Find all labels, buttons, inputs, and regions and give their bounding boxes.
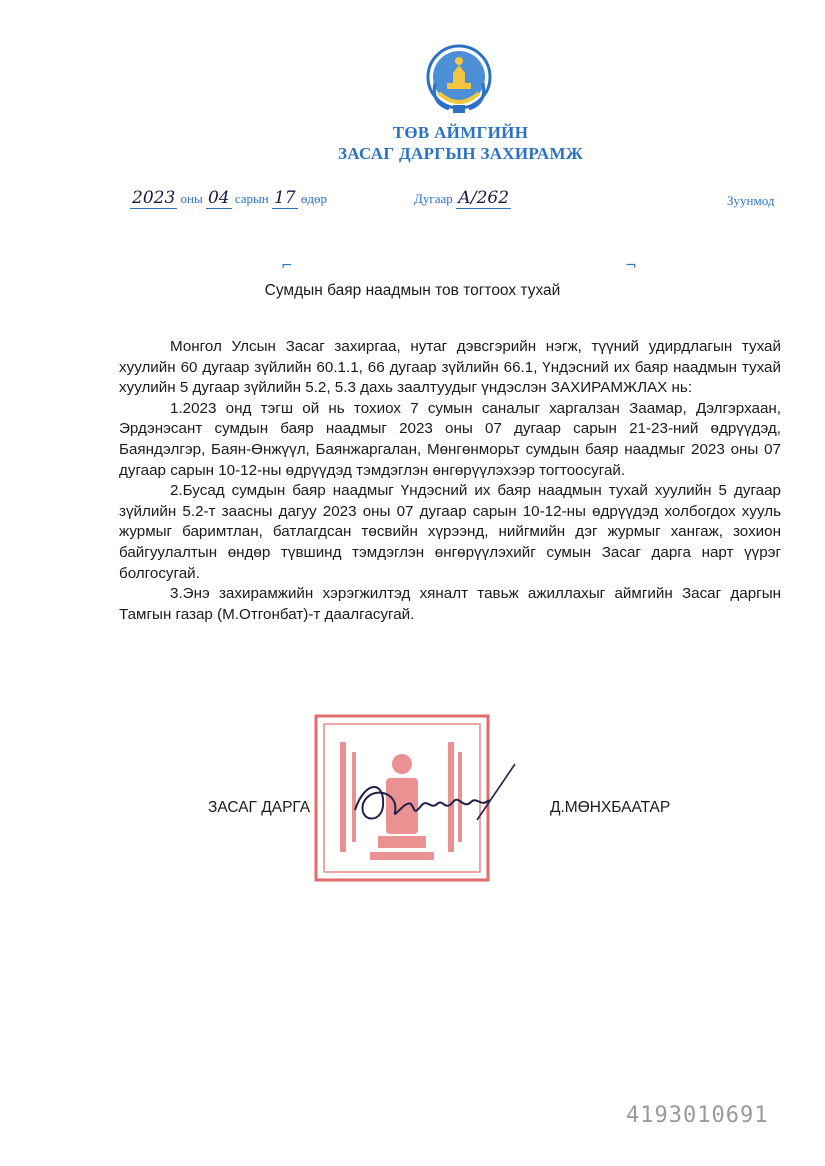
subject-bracket-right: ¬	[625, 258, 637, 274]
body-intro-paragraph: Монгол Улсын Засаг захиргаа, нутаг дэвсгэрийн нэгж, түүний удирдлагын тухай хуулийн 60 дугаар зүйлийн 60.1.1, 66 дугаар зүйлийн 66.1, Үндэсний их баяр наадмын тухай хуулийн 5 дугаар зүйлийн 5.2, 5.3 дахь заалтуудыг үндэслэн ЗАХИРАМЖЛАХ нь:	[119, 338, 781, 397]
date-field	[130, 188, 327, 208]
subject-bracket-left: ⌐	[281, 258, 293, 274]
date-year: 2023	[132, 188, 176, 208]
signer-title: ЗАСАГ ДАРГА	[208, 799, 311, 816]
document-number-field	[414, 188, 511, 208]
date-year-suffix: оны	[180, 191, 203, 206]
org-name-line-1: ТӨВ АЙМГИЙН	[392, 123, 529, 142]
document-serial-number: 4193010691	[626, 1103, 769, 1128]
date-day-suffix: өдөр	[300, 191, 328, 206]
number-label: Дугаар	[414, 191, 453, 206]
date-month-suffix: сарын	[234, 191, 269, 206]
place-name: Зуунмод	[727, 193, 775, 208]
document-type-title: ЗАСАГ ДАРГЫН ЗАХИРАМЖ	[338, 144, 583, 163]
number-value: А/262	[458, 188, 510, 208]
signer-name: Д.МӨНХБААТАР	[550, 799, 671, 816]
handwritten-signature	[345, 760, 525, 840]
body-item-1: 1.2023 онд тэгш ой нь тохиох 7 сумын саналыг харгалзан Заамар, Дэлгэрхаан, Эрдэнэсант сумдын баяр наадмыг 2023 оны 07 дугаар сарын 21-23-ний өдрүүдэд, Баяндэлгэр, Баян-Өнжүүл, Баянжаргалан, Мөнгөнморьт сумдын баяр наадмыг 2023 оны 07 дугаар сарын 10-12-ны өдрүүдэд тэмдэглэн өнгөрүүлэхээр тогтоосугай.	[119, 399, 781, 479]
state-emblem-icon	[425, 43, 493, 115]
date-day: 17	[274, 188, 296, 208]
date-month: 04	[207, 188, 230, 208]
body-item-2: 2.Бусад сумдын баяр наадмыг Үндэсний их баяр наадмын тухай хуулийн 5 дугаар зүйлийн 5.2-т заасны дагуу 2023 оны 07 дугаар сарын 10-12-ны өдрүүдэд холбогдох хууль журмыг баримтлан, батлагдсан төсвийн хүрээнд, нийгмийн дэг журмыг хангаж, зохион байгуулалтын өндөр түвшинд тэмдэглэн өнгөрүүлэхийг сумын Засаг дарга нарт үүрэг болгосугай.	[119, 482, 781, 582]
body-item-3: 3.Энэ захирамжийн хэрэгжилтэд хяналт тавьж ажиллахыг аймгийн Засаг даргын Тамгын газар (М.Отгонбат)-т даалгасугай.	[119, 585, 781, 623]
document-body	[119, 337, 781, 625]
document-subject: Сумдын баяр наадмын тов тогтоох тухай	[264, 282, 561, 299]
